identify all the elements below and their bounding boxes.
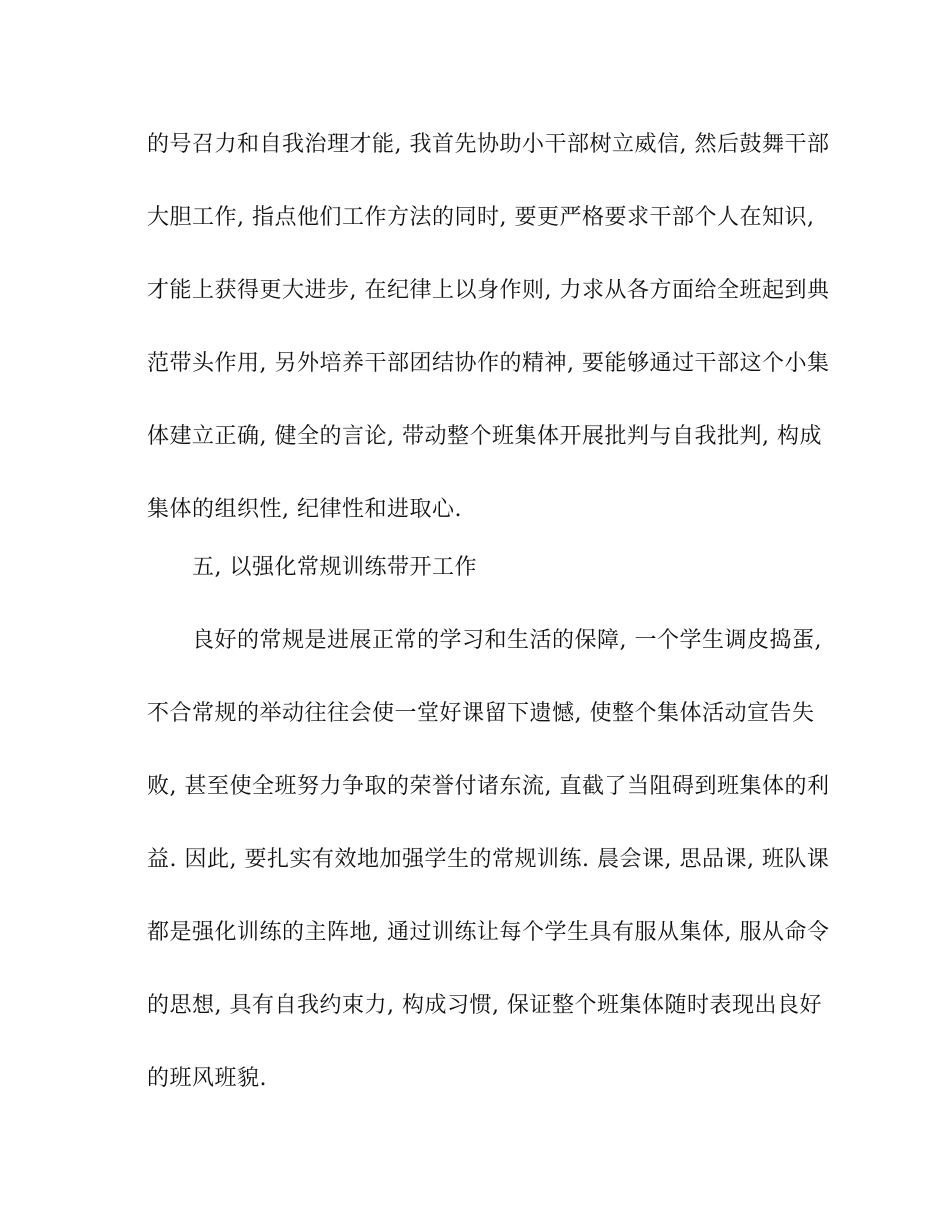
text-line: 体建立正确, 健全的言论, 带动整个班集体开展批判与自我批判, 构成 [147,424,822,449]
section-heading: 五, 以强化常规训练带开工作 [192,555,477,580]
text-line: 的号召力和自我治理才能, 我首先协助小干部树立威信, 然后鼓舞干部 [147,132,830,157]
text-line: 益. 因此, 要扎实有效地加强学生的常规训练. 晨会课, 思品课, 班队课 [147,847,830,872]
text-line: 集体的组织性, 纪律性和进取心. [147,497,462,522]
text-line: 范带头作用, 另外培养干部团结协作的精神, 要能够通过干部这个小集 [147,351,830,376]
text-line: 不合常规的举动往往会使一堂好课留下遗憾, 使整个集体活动宣告失 [147,701,815,726]
text-line: 的思想, 具有自我约束力, 构成习惯, 保证整个班集体随时表现出良好 [147,993,822,1018]
text-line: 的班风班貌. [147,1066,267,1091]
text-line: 才能上获得更大进步, 在纪律上以身作则, 力求从各方面给全班起到典 [147,278,830,303]
text-line: 都是强化训练的主阵地, 通过训练让每个学生具有服从集体, 服从命令 [147,920,830,945]
text-line: 败, 甚至使全班努力争取的荣誉付诸东流, 直截了当阻碍到班集体的利 [147,774,830,799]
text-line: 良好的常规是进展正常的学习和生活的保障, 一个学生调皮捣蛋, [192,628,822,653]
text-line: 大胆工作, 指点他们工作方法的同时, 要更严格要求干部个人在知识, [147,205,815,230]
